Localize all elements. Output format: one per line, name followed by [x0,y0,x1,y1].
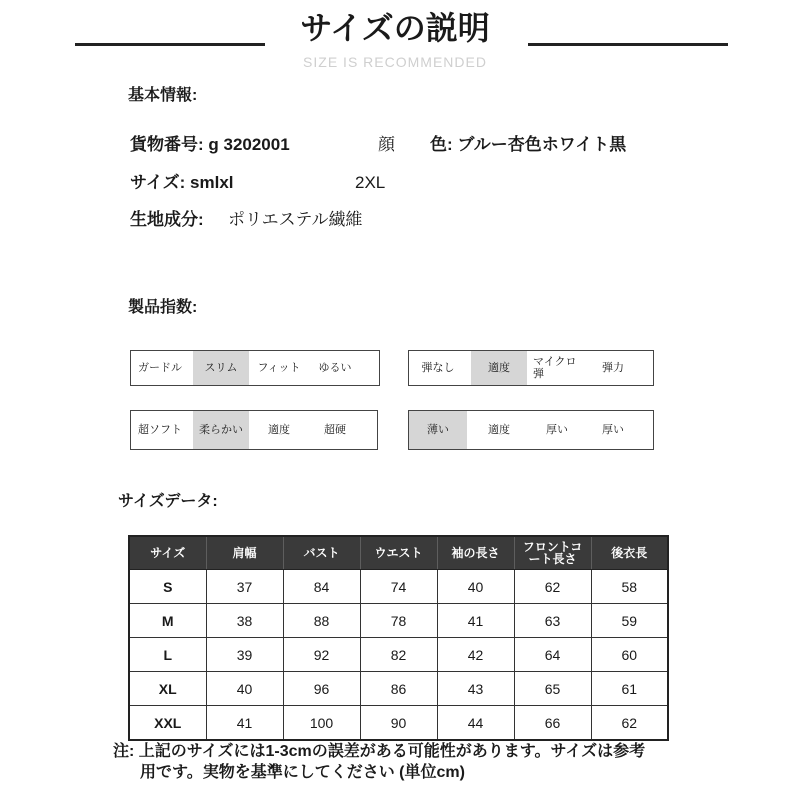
scale-option [585,411,641,449]
basic-info-heading: 基本情報: [128,87,198,104]
scale-option-label: 薄い [427,424,449,436]
value-cell: 100 [283,706,360,741]
scale-fit [130,350,380,386]
fabric-label: 生地成分: [130,210,204,229]
value-cell: 66 [514,706,591,741]
table-row [129,638,668,672]
column-header-sleeve-length [437,536,514,570]
scale-option-label: 超ソフト [138,424,182,436]
value-cell: 96 [283,672,360,706]
scale-option [471,411,527,449]
scale-option-label: ゆるい [318,362,352,374]
value-cell: 43 [437,672,514,706]
column-header-label: フロントコート長さ [522,539,583,566]
scale-softness [130,410,378,450]
scale-option-label: 厚い [602,424,624,436]
color-options: 色: ブルー杏色ホワイト黒 [430,135,627,154]
column-header-waist [360,536,437,570]
value-cell: 64 [514,638,591,672]
column-header-label: 袖の長さ [451,546,500,560]
title-rule-right [528,43,728,46]
scale-elasticity [408,350,654,386]
table-row [129,706,668,741]
scale-option-label: 適度 [488,362,510,374]
value-cell: 41 [437,604,514,638]
value-cell: 38 [206,604,283,638]
size-options: サイズ: smlxl [130,173,234,192]
scale-option [471,351,527,385]
scale-option-label: 厚い [546,424,568,436]
column-header-back-length [591,536,668,570]
table-row [129,570,668,604]
scale-option-label: 超硬 [324,424,346,436]
size-cell: S [129,570,206,604]
scale-option [251,411,307,449]
value-cell: 88 [283,604,360,638]
column-header-label: ウエスト [374,546,423,560]
column-header-bust [283,536,360,570]
value-cell: 63 [514,604,591,638]
value-cell: 40 [437,570,514,604]
scale-option [409,411,467,449]
scale-option-label: フィット [257,362,301,374]
column-header-front-length [514,536,591,570]
value-cell: 62 [514,570,591,604]
size-data-heading: サイズデータ: [118,493,218,510]
size-cell: XL [129,672,206,706]
item-number: 貨物番号: g 3202001 [130,135,290,154]
scale-option [529,351,585,385]
table-row [129,604,668,638]
value-cell: 39 [206,638,283,672]
scale-option-label: 適度 [268,424,290,436]
fabric-value: ポリエステル繊維 [228,210,363,229]
value-cell: 92 [283,638,360,672]
product-index-heading: 製品指数: [128,299,198,316]
scale-option [585,351,641,385]
column-header-label: バスト [303,546,340,560]
scale-option [131,351,189,385]
column-header-label: 肩幅 [232,546,257,560]
value-cell: 82 [360,638,437,672]
page-title: サイズの説明 [300,10,490,46]
column-header-label: サイズ [150,546,186,560]
scale-option [307,411,363,449]
value-cell: 65 [514,672,591,706]
value-cell: 42 [437,638,514,672]
scale-option [529,411,585,449]
size-cell: M [129,604,206,638]
scale-option [131,411,189,449]
table-row [129,672,668,706]
scale-option-label: 適度 [488,424,510,436]
value-cell: 37 [206,570,283,604]
scale-option [251,351,307,385]
column-header-label: 後衣長 [611,546,648,560]
value-cell: 59 [591,604,668,638]
title-rule-left [75,43,265,46]
value-cell: 74 [360,570,437,604]
note-line-2: 用です。実物を基準にしてください (単位cm) [140,764,465,781]
value-cell: 90 [360,706,437,741]
value-cell: 44 [437,706,514,741]
value-cell: 58 [591,570,668,604]
value-cell: 60 [591,638,668,672]
size-cell: L [129,638,206,672]
color-label-prefix: 顔 [378,135,395,154]
value-cell: 40 [206,672,283,706]
scale-option-label: マイクロ弾 [533,356,577,380]
scale-option [193,351,249,385]
scale-option [409,351,467,385]
scale-option-label: 弾力 [602,362,624,374]
table-header-row [129,536,668,570]
value-cell: 41 [206,706,283,741]
page-subtitle: SIZE IS RECOMMENDED [303,54,487,70]
scale-option-label: 柔らかい [199,424,243,436]
value-cell: 78 [360,604,437,638]
value-cell: 84 [283,570,360,604]
scale-option-label: 弾なし [421,362,455,374]
size-table [128,535,669,741]
scale-option-label: スリム [204,362,238,374]
column-header-size [129,536,206,570]
column-header-shoulder-width [206,536,283,570]
scale-option-label: ガードル [138,362,182,374]
size-options-extra: 2XL [355,173,386,192]
size-cell: XXL [129,706,206,741]
scale-thickness [408,410,654,450]
scale-option [193,411,249,449]
value-cell: 61 [591,672,668,706]
scale-option [307,351,363,385]
note-line-1: 注: 上記のサイズには1-3cmの誤差がある可能性があります。サイズは参考 [113,743,646,760]
value-cell: 62 [591,706,668,741]
value-cell: 86 [360,672,437,706]
